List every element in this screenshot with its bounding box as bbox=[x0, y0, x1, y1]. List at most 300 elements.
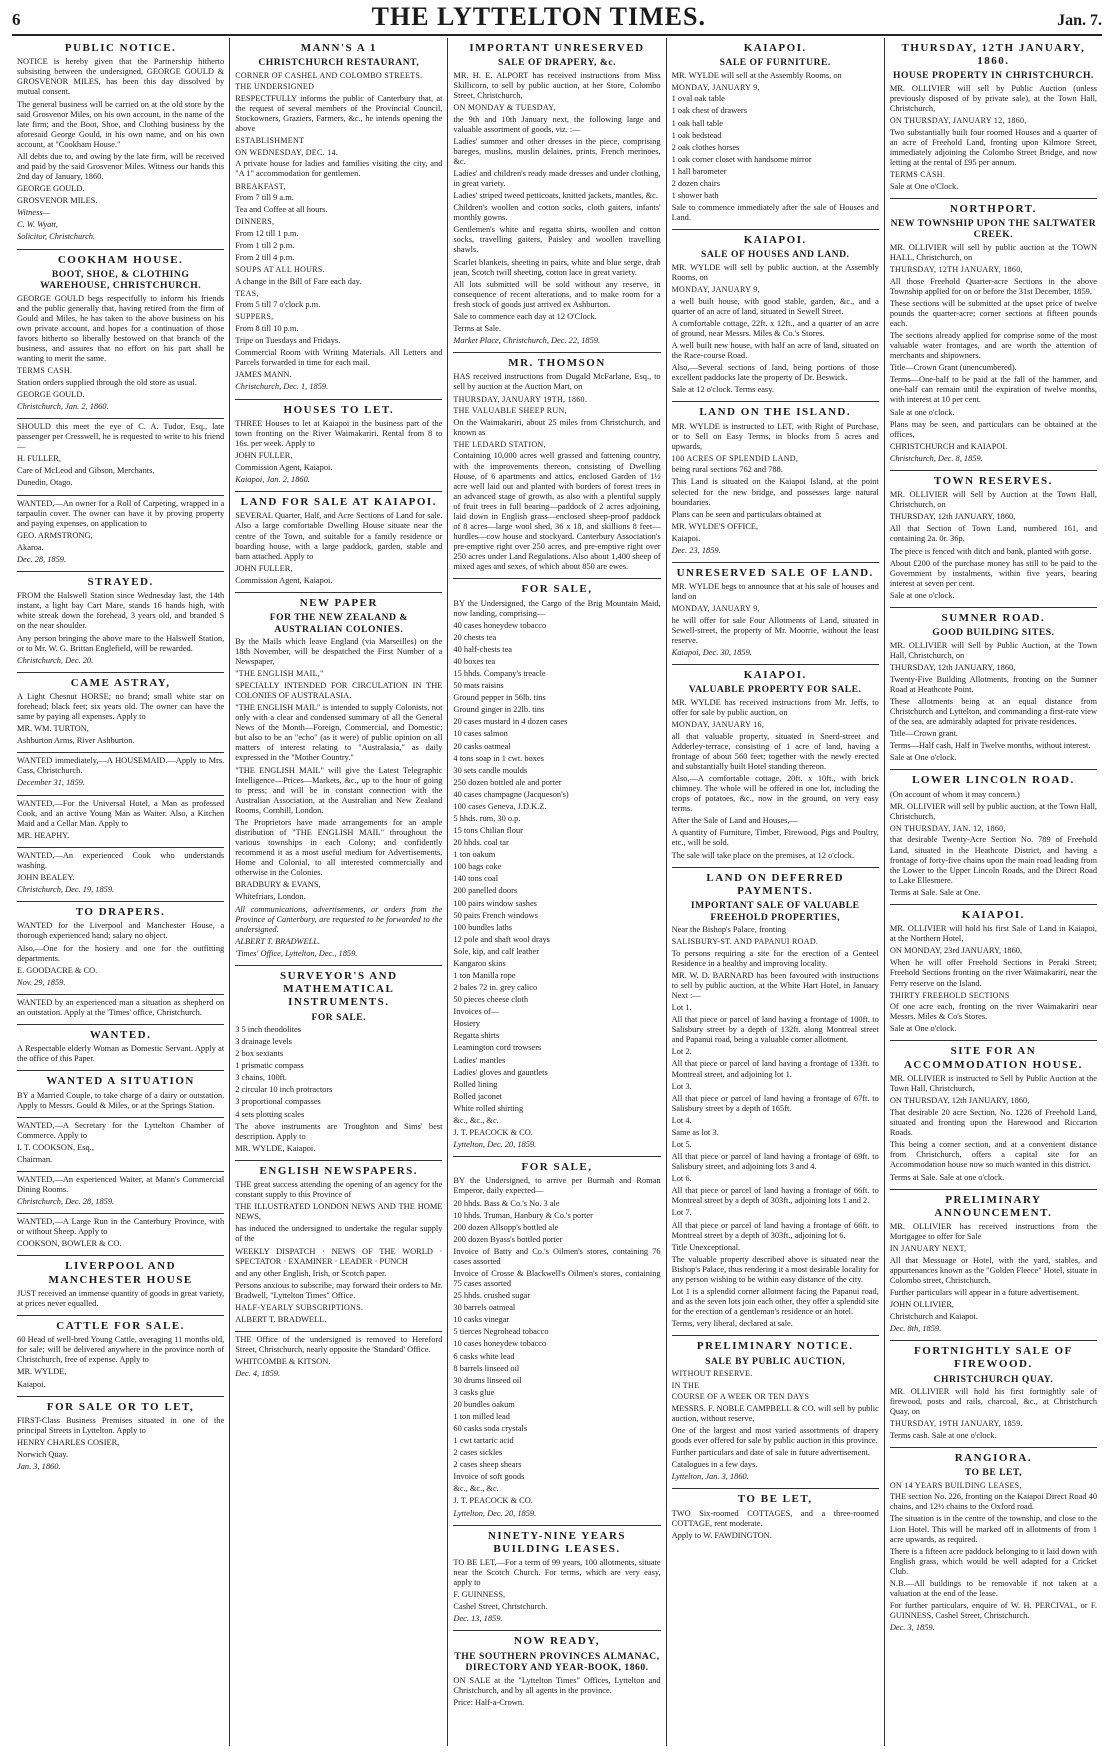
ad-signature: E. GOODACRE & CO. bbox=[17, 965, 98, 975]
ad-footer: Christchurch, Dec. 1, 1859. bbox=[235, 382, 329, 392]
ad-heading: ENGLISH NEWSPAPERS. bbox=[259, 1164, 419, 1177]
ad-text: Children's woollen and cotton socks, cloth gaiters, infants' monthly gowns. bbox=[453, 203, 661, 223]
ad-text: ON MONDAY, 23rd JANUARY, 1860, bbox=[889, 946, 1023, 956]
ad-footer: ALBERT T. BRADWELL. bbox=[235, 936, 321, 946]
ad-heading: KAIAPOI. bbox=[961, 908, 1025, 921]
ad-heading: HOUSES TO LET. bbox=[283, 403, 395, 416]
ad-text: MONDAY, JANUARY 9, bbox=[671, 285, 760, 295]
ad-text: MR. WYLDE begs to announce that at his sale of houses and land on bbox=[671, 582, 879, 602]
ad-text: WITHOUT RESERVE. bbox=[671, 1369, 753, 1379]
ad-heading: KAIAPOI. bbox=[743, 669, 807, 682]
advertisement bbox=[890, 1041, 1097, 1189]
ad-text: Ladies' mantles bbox=[453, 1055, 506, 1065]
ad-text: Title Unexceptional. bbox=[671, 1242, 741, 1252]
ad-text: has induced the undersigned to undertake the regular supply of the bbox=[235, 1224, 443, 1244]
ad-text: FIRST-Class Business Premises situated in one of the principal Streets in Lyttelton. Apply to bbox=[17, 1415, 225, 1435]
ad-text: 3 chains, 100ft. bbox=[235, 1073, 287, 1083]
ad-text: Same as lot 3. bbox=[671, 1127, 719, 1137]
ad-signature: JOHN FULLER, bbox=[235, 450, 293, 460]
ad-text: Also,—A comfortable cottage, 20ft. x 10ft., with brick chimney. The whole will be offered in one lot, including the crops of potatoes, &c., now in the ground, on very easy terms. bbox=[671, 774, 879, 814]
ad-signature: F. GUINNESS, bbox=[453, 1590, 506, 1600]
advertisement bbox=[17, 250, 224, 420]
ad-signature: MR. WM. TURTON, bbox=[17, 724, 89, 734]
ad-text: THE great success attending the opening of an agency for the constant supply to this Province of bbox=[235, 1180, 443, 1200]
ad-signature: MR. WYLDE'S OFFICE, bbox=[671, 521, 759, 531]
ad-text: TO BE LET,—For a term of 99 years, 100 allotments, situate near the Scotch Church. For terms, which are very easy, apply to bbox=[453, 1557, 661, 1588]
ad-signature: Apply to W. FAWDINGTON. bbox=[671, 1530, 772, 1540]
ad-text: From 7 till 9 a.m. bbox=[235, 193, 294, 203]
ad-text: Invoices of— bbox=[453, 1007, 500, 1017]
ad-subheading: HOUSE PROPERTY IN CHRISTCHURCH. bbox=[892, 70, 1094, 82]
ad-text: Persons anxious to subscribe, may forward their orders to Mr. Bradwell, "Lyttelton Times" Office. bbox=[235, 1280, 443, 1300]
ad-text: The general business will be carried on at the old store by the said Grosvenor Miles, on his own account, in the name of the late firm; and the Boot, Shoe, and Clothing business by the aforesaid George Gould, in his own name, and on his own account, at "Cookham House." bbox=[17, 99, 225, 149]
ad-text: Near the Bishop's Palace, fronting bbox=[671, 925, 786, 934]
ad-heading: MR. THOMSON bbox=[508, 357, 606, 370]
ad-text: When he will offer Freehold Sections in Peraki Street; Freehold Sections fronting on the river Waimakariri, near the Ferry reserve on the Island. bbox=[889, 958, 1098, 988]
ad-subheading: CHRISTCHURCH RESTAURANT, bbox=[258, 57, 420, 69]
ad-text: Any person bringing the above mare to the Halswell Station, or to Mr. W. G. Brittan Englefield, will be rewarded. bbox=[17, 633, 225, 653]
ad-text: MONDAY, JANUARY 9, bbox=[671, 82, 760, 92]
advertisement bbox=[890, 1341, 1097, 1448]
ad-text: Two substantially built four roomed Houses and a quarter of an acre of Freehold Land, fronting upon Kilmore Street, immediately adjoining the Colombo Street Bridge, and now letting at the rental of £95 per annum. bbox=[889, 127, 1098, 167]
ad-text: 200 dozen Allsopp's bottled ale bbox=[453, 1222, 559, 1232]
ad-text: &c., &c., &c. bbox=[453, 1115, 499, 1125]
ad-text: Scarlet blankets, sheeting in pairs, white and blue serge, drab jean, Scotch twill sheeting, cotton lace in great variety. bbox=[453, 257, 661, 277]
page-number: 6 bbox=[12, 10, 21, 29]
ad-text: A change in the Bill of Fare each day. bbox=[235, 276, 362, 286]
ad-text: WANTED,—For the Universal Hotel, a Man as professed Cook, and an active Young Man as Waiter. Also, a Kitchen Maid and a Cellar Man. Apply to bbox=[17, 798, 225, 828]
ad-text: Also,—Several sections of land, being portions of those excellent paddocks late the property of Dr. Beswick. bbox=[671, 363, 879, 383]
ad-footer: Christchurch, Dec. 28, 1859. bbox=[17, 1197, 115, 1207]
ad-text: All that piece or parcel of land having a frontage of 66ft. to Montreal street by a depth of 303ft., adjoining lot 6. bbox=[671, 1220, 879, 1240]
advertisement bbox=[672, 665, 879, 867]
advertisement bbox=[235, 593, 442, 966]
ad-text: 20 hhds. coal tar bbox=[453, 838, 509, 848]
ad-text: MR. H. E. ALPORT has received instructions from Miss Skillicorn, to sell by public auction, at her Store, Colombo Street, Christchurch, bbox=[453, 70, 661, 100]
advertisement bbox=[17, 38, 224, 250]
ad-text: WANTED,—A Secretary for the Lyttelton Chamber of Commerce. Apply to bbox=[17, 1120, 225, 1140]
ad-heading: NINETY-NINE YEARS BUILDING LEASES. bbox=[487, 1529, 627, 1555]
ad-subheading: SALE OF DRAPERY, &c. bbox=[498, 57, 616, 69]
advertisement bbox=[672, 1336, 879, 1489]
ad-heading: TOWN RESERVES. bbox=[933, 474, 1053, 487]
ad-text: Terms at Sale. bbox=[453, 324, 501, 333]
ad-text: Ladies' gloves and gauntlets bbox=[453, 1067, 548, 1077]
ad-footer: Dec. 4, 1859. bbox=[235, 1368, 281, 1378]
ad-text: A Light Chesnut HORSE; no brand; small white star on forehead; black feet; six years old. The owner can have the same by paying all expenses. Apply to bbox=[17, 691, 225, 722]
ad-text: 1 shower bath bbox=[671, 190, 719, 200]
ad-text: These sections will be submitted at the upset price of twelve pounds the quarter-acre; corner sections at fifteen pounds each. bbox=[889, 298, 1098, 328]
ad-text: 1 oval oak table bbox=[671, 94, 725, 104]
ad-signature: BRADBURY & EVANS, bbox=[235, 880, 321, 890]
ad-signature: I. T. COOKSON, Esq., bbox=[17, 1142, 94, 1152]
ad-text: MR. OLLIVIER has received instructions from the Mortgagee to offer for Sale bbox=[889, 1221, 1098, 1242]
advertisement bbox=[672, 402, 879, 563]
ad-text: RESPECTFULLY informs the public of Canterbury that, at the request of several members of the Provincial Council, Stockowners, Graziers, Farmers, &c., he intends opening the above bbox=[235, 93, 443, 134]
ad-text: BY the Undersigned, the Cargo of the Brig Mountain Maid, now landing, comprising— bbox=[453, 598, 661, 618]
ad-text: THURSDAY, 19TH JANUARY, 1859. bbox=[889, 1419, 1023, 1429]
ad-text: Sale at one o'clock. bbox=[889, 590, 955, 600]
ad-subheading: SALE OF FURNITURE. bbox=[719, 57, 831, 69]
ad-text: Invoice of Batty and Co.'s Oilmen's stores, containing 76 cases assorted bbox=[453, 1246, 661, 1266]
ad-text: 50 pieces cheese cloth bbox=[453, 995, 529, 1005]
ad-text: a well built house, with good stable, garden, &c., and a quarter of an acre of land, situated in Sewell Street. bbox=[671, 296, 879, 316]
ad-text: From 8 till 10 p.m. bbox=[235, 324, 299, 334]
ad-footer: Lyttelton, Jan. 3, 1860. bbox=[671, 1472, 749, 1482]
ad-text: IN JANUARY NEXT, bbox=[889, 1244, 967, 1254]
ad-text: 60 casks soda crystals bbox=[453, 1423, 528, 1433]
ad-text: 60 Head of well-bred Young Cattle, averaging 11 months old, for sale; will be delivered anywhere in the province north of Christchurch, free of expense. Apply to bbox=[17, 1335, 225, 1365]
ad-text: TWO Six-roomed COTTAGES, and a three-roomed COTTAGE, rent moderate. bbox=[671, 1508, 879, 1528]
ad-heading: WANTED. bbox=[89, 1029, 152, 1041]
ad-text: Containing 10,000 acres well grassed and fattening country, with the improvements thereon, consisting of Dwelling House, of 6 apartments and attics, enclosed Garden of 1½ acre well laid out and planted with borders of forest trees in an advanced stage of growth, as also with a plentiful supply of fruit trees in full bearing—paddock of 2 acres adjoining, laid down in English grass—enclosed sheep-proof paddock of 8 acres—large wool shed, 36 x 18, and skillions 8 feet—hurdles—cow house and stockyard. Canterbury Association's pre-emptive right over 250 acres, and pre-emptive right over 250 acres under Land Regulations. Also about 1,400 sheep of mixed ages and sexes, of which about 850 are ewes. bbox=[453, 451, 661, 572]
ad-text: THURSDAY, 12th JANUARY, 1860, bbox=[889, 512, 1016, 522]
ad-heading: LIVERPOOL AND MANCHESTER HOUSE bbox=[48, 1260, 193, 1286]
ad-text: All that piece or parcel of land having a frontage of 100ft. to Salisbury street by a depth of 132ft. along Montreal street and Papanui road, being a valuable corner allotment. bbox=[671, 1015, 879, 1045]
ad-signature: GEO. ARMSTRONG, bbox=[17, 530, 93, 540]
ad-text: ON 14 YEARS BUILDING LEASES, bbox=[889, 1480, 1022, 1490]
ad-heading: LAND ON THE ISLAND. bbox=[699, 406, 852, 419]
advertisement bbox=[17, 1214, 224, 1256]
advertisement bbox=[17, 1316, 224, 1397]
ad-text: Title—Crown grant. bbox=[889, 729, 958, 739]
ad-heading: FOR SALE, bbox=[521, 583, 593, 596]
advertisement bbox=[672, 230, 879, 402]
ad-heading: FOR SALE, bbox=[521, 1161, 593, 1174]
ad-text: After the Sale of Land and Houses,— bbox=[671, 816, 798, 826]
ad-text: Terms—Half cash, Half in Twelve months, without interest. bbox=[889, 741, 1091, 751]
ad-footer: Lyttelton, Dec. 20, 1859. bbox=[453, 1508, 537, 1518]
ad-text: THURSDAY, 12th JANUARY, 1860, bbox=[889, 662, 1016, 672]
ad-text: 2 dozen chairs bbox=[671, 178, 720, 188]
ad-text: 1 cwt tartaric acid bbox=[453, 1436, 514, 1446]
ad-heading: PUBLIC NOTICE. bbox=[64, 42, 177, 54]
ad-text: HAS received instructions from Dugald McFarlane, Esq., to sell by auction at the Auction Mart, on bbox=[453, 372, 661, 392]
ad-signature: Price: Half-a-Crown. bbox=[453, 1697, 525, 1707]
ad-signature: GEORGE GOULD. bbox=[17, 389, 85, 399]
ad-text: Invoice of soft goods bbox=[453, 1472, 525, 1482]
ad-subheading: TO BE LET, bbox=[964, 1467, 1022, 1479]
ad-text: 40 half-chests tea bbox=[453, 644, 513, 654]
ad-heading: NORTHPORT. bbox=[949, 202, 1037, 215]
ad-heading: NEW PAPER bbox=[299, 596, 378, 609]
ad-heading: COOKHAM HOUSE. bbox=[57, 253, 184, 266]
masthead bbox=[12, 4, 1102, 36]
ad-text: Terms at Sale. Sale at one o'clock. bbox=[889, 1172, 1005, 1182]
ad-footer: Kaiapoi, Dec. 30, 1859. bbox=[671, 648, 752, 658]
ad-text: JUST received an immense quantity of goods in great variety, at prices never equalled. bbox=[17, 1288, 225, 1308]
ad-text: All lots submitted will be sold without any reserve, in consequence of recent alterations, and to make room for a fresh stock of goods just arrived ex Ashburton. bbox=[453, 279, 661, 309]
ad-text: 30 drums linseed oil bbox=[453, 1375, 522, 1385]
ad-text: BY the Undersigned, to arrive per Burmah and Roman Emperor, daily expected— bbox=[453, 1176, 661, 1196]
ad-text: All that piece or parcel of land having a frontage of 69ft. to Salisbury street, and adjoining lots 3 and 4. bbox=[671, 1152, 879, 1172]
ad-signature: JAMES MANN. bbox=[235, 370, 292, 380]
ad-text: MR. OLLIVIER will sell by public auction at the TOWN HALL, Christchurch, on bbox=[889, 242, 1098, 262]
ad-text: Sale at 12 o'clock. Terms easy. bbox=[671, 385, 774, 395]
ad-text: Station orders supplied through the old store as usual. bbox=[17, 377, 197, 387]
ad-text: ON THURSDAY, JANUARY 12, 1860, bbox=[889, 116, 1027, 126]
ad-text: 20 bundles oakum bbox=[453, 1399, 515, 1409]
ad-text: 20 chests tea bbox=[453, 632, 497, 642]
ad-text: 10 cases salmon bbox=[453, 729, 508, 739]
advertisement bbox=[890, 770, 1097, 904]
ad-text: From 2 till 4 p.m. bbox=[235, 253, 295, 263]
ad-text: COURSE OF A WEEK OR TEN DAYS bbox=[671, 1392, 810, 1402]
ad-signature: Commission Agent, Kaiapoi. bbox=[235, 575, 333, 585]
ad-signature: Akaroa. bbox=[17, 542, 44, 552]
ad-footer: Christchurch, Dec. 20. bbox=[17, 655, 94, 665]
ad-text: Ground pepper in 56lb. tins bbox=[453, 693, 546, 703]
ad-text: SEVERAL Quarter, Half, and Acre Sections of Land for sale. Also a large comfortable Dwelling House situate near the centre of the Town, and suitable for a family residence or boarding house, with a large paddock, garden, stable and barn attached. Apply to bbox=[235, 511, 443, 561]
ad-text: 40 cases champagne (Jacqueson's) bbox=[453, 789, 569, 799]
ad-heading: FOR SALE OR TO LET, bbox=[46, 1400, 195, 1413]
ad-text: MONDAY, JANUARY 16, bbox=[671, 720, 765, 730]
ad-heading: PRELIMINARY NOTICE. bbox=[696, 1340, 854, 1353]
ad-text: WANTED,—A Large Run in the Canterbury Province, with or without Sheep. Apply to bbox=[17, 1217, 225, 1237]
ad-text: Terms, very liberal, declared at sale. bbox=[671, 1319, 793, 1329]
ad-signature: Commission Agent, Kaiapoi. bbox=[235, 463, 333, 473]
ad-text: THURSDAY, JANUARY 19TH, 1860. bbox=[453, 394, 588, 404]
ad-text: All that piece or parcel of land having a frontage of 67ft. to Salisbury street by a depth of 165ft. bbox=[671, 1093, 879, 1113]
ad-text: Sale at One o'clock. bbox=[889, 1024, 957, 1034]
ad-text: MR. W. D. BARNARD has been favoured with instructions to sell by public auction, at the White Hart Hotel, in January Next :— bbox=[671, 970, 879, 1000]
ad-subheading: GOOD BUILDING SITES. bbox=[932, 627, 1055, 639]
ad-signature: J. T. PEACOCK & CO. bbox=[453, 1496, 533, 1506]
ad-text: MESSRS. F. NOBLE CAMPBELL & CO. will sell by public auction, without reserve, bbox=[671, 1403, 879, 1423]
ad-signature: Christchurch and Kaiapoi. bbox=[889, 1312, 978, 1322]
advertisement bbox=[453, 353, 660, 579]
ad-signature: MR. WYLDE, Kaiapoi. bbox=[235, 1143, 316, 1153]
ad-subheading: IMPORTANT SALE OF VALUABLE FREEHOLD PROPERTIES, bbox=[690, 900, 860, 923]
ad-text: 100 ACRES OF SPLENDID LAND, bbox=[671, 453, 799, 463]
ad-text: WANTED,—An experienced Waiter, at Mann's Commercial Dining Rooms. bbox=[17, 1175, 225, 1195]
ad-text: Twenty-Five Building Allotments, fronting on the Sumner Road at Heathcote Point. bbox=[889, 674, 1098, 694]
ad-heading: IMPORTANT UNRESERVED bbox=[469, 42, 645, 54]
ad-footer: Dec. 8th, 1859. bbox=[889, 1324, 942, 1334]
ad-text: 30 sets candle moulds bbox=[453, 765, 528, 775]
ad-text: DINNERS, bbox=[235, 217, 275, 227]
ad-text: 140 tons coal bbox=[453, 874, 499, 884]
advertisement bbox=[235, 400, 442, 493]
ad-text: To persons requiring a site for the erection of a Genteel Residence in a healthy and improving locality. bbox=[671, 948, 879, 968]
ad-signature: JOHN OLLIVIER, bbox=[889, 1300, 955, 1310]
ad-text: A comfortable cottage, 22ft. x 12ft., and a quarter of an acre of ground, near Messrs. Miles & Co.'s Stores. bbox=[671, 318, 879, 338]
advertisement bbox=[17, 1397, 224, 1479]
advertisement bbox=[17, 1172, 224, 1214]
ad-text: 2 oak clothes horses bbox=[671, 142, 740, 152]
ad-signature: JOHN BEALEY. bbox=[17, 873, 75, 883]
ad-subheading: SALE BY PUBLIC AUCTION, bbox=[705, 1355, 846, 1367]
ad-text: MR. WYLDE has received instructions from Mr. Jeffs, to offer for sale by public auction, on bbox=[671, 697, 879, 718]
ad-signature: Norwich Quay. bbox=[17, 1450, 69, 1459]
ad-text: There is a fifteen acre paddock belonging to it laid down with English grass, which would be well adapted for a Cricket Club. bbox=[889, 1546, 1098, 1576]
ad-text: Terms cash. Sale at one o'clock. bbox=[889, 1430, 997, 1440]
ad-text: All that Messuage or Hotel, with the yard, stables, and appurtenances known as the "Golden Fleece" Hotel, situate in Colombo street, Christchurch. bbox=[889, 1255, 1098, 1285]
ad-text: A private house for ladies and families visiting the city, and "A 1" accommodation for gentlemen. bbox=[235, 159, 443, 179]
ad-text: THE LEDARD STATION, bbox=[453, 439, 546, 449]
ad-footer: Market Place, Christchurch, Dec. 22, 1859. bbox=[453, 336, 601, 346]
ad-footer: All communications, advertisements, or orders from the Province of Canterbury, are requested to be forwarded to the undersigned. bbox=[235, 904, 443, 934]
column-5 bbox=[885, 38, 1102, 1746]
newspaper-title: THE LYTTELTON TIMES. bbox=[371, 2, 706, 31]
ad-text: Sale at One o'clock. bbox=[889, 753, 957, 763]
ad-heading: UNRESERVED SALE OF LAND. bbox=[676, 567, 874, 579]
advertisement bbox=[235, 1332, 442, 1385]
advertisement bbox=[17, 419, 224, 495]
ad-footer: Christchurch, Dec. 19, 1859. bbox=[17, 885, 115, 895]
ad-heading: NOW READY, bbox=[514, 1635, 600, 1648]
columns-container bbox=[12, 38, 1102, 1746]
ad-subheading: SALE OF HOUSES AND LAND. bbox=[701, 249, 850, 261]
ad-text: Sole, kip, and calf leather bbox=[453, 946, 539, 956]
ad-subheading: NEW TOWNSHIP UPON THE SALTWATER CREEK. bbox=[890, 217, 1097, 241]
ad-text: ON SALE at the "Lyttelton Times" Offices, Lyttelton and Christchurch, and by all agents in the province. bbox=[453, 1675, 661, 1695]
ad-text: Hosiery bbox=[453, 1019, 480, 1029]
advertisement bbox=[890, 199, 1097, 471]
ad-text: Commercial Room with Writing Materials. All Letters and Parcels forwarded in time for each mail. bbox=[235, 348, 443, 368]
advertisement bbox=[17, 673, 224, 754]
ad-text: All that piece or parcel of land having a frontage of 66ft. to Montreal street by a depth of 303ft., adjoining lots 1 and 2. bbox=[671, 1186, 879, 1206]
advertisement bbox=[453, 1526, 660, 1632]
ad-text: being rural sections 762 and 788. bbox=[671, 465, 783, 475]
ad-text: 40 boxes tea bbox=[453, 656, 496, 666]
ad-subheading: BOOT, SHOE, & CLOTHING WAREHOUSE, CHRISTCHURCH. bbox=[40, 268, 202, 292]
ad-text: The situation is in the centre of the township, and close to the Lion Hotel. This will be marked off in allotments of from 1 acre upwards, as required. bbox=[889, 1514, 1098, 1544]
ad-text: Catalogues in a few days. bbox=[671, 1460, 758, 1470]
ad-signature: JOHN FULLER, bbox=[235, 563, 293, 573]
ad-text: 6 casks white lead bbox=[453, 1351, 515, 1361]
ad-text: 1 oak bedstead bbox=[671, 130, 722, 140]
advertisement bbox=[672, 1489, 879, 1546]
ad-text: 4 sets plotting scales bbox=[235, 1109, 305, 1119]
ad-text: 40 cases honeydew tobacco bbox=[453, 620, 547, 630]
ad-text: 50 pairs French windows bbox=[453, 910, 538, 920]
ad-text: Lot 2. bbox=[671, 1047, 692, 1057]
ad-text: 4 tons soap in 1 cwt. boxes bbox=[453, 753, 544, 763]
advertisement bbox=[17, 1256, 224, 1316]
advertisement bbox=[672, 563, 879, 665]
ad-text: THE Office of the undersigned is removed to Hereford Street, Christchurch, nearly opposite the 'Standard' Office. bbox=[235, 1334, 443, 1354]
column-2 bbox=[230, 38, 448, 1746]
ad-heading: LAND FOR SALE AT KAIAPOI. bbox=[240, 496, 437, 509]
ad-text: 15 hhds. Company's treacle bbox=[453, 669, 546, 679]
advertisement bbox=[235, 38, 442, 400]
ad-text: MR. OLLIVIER will sell by public auction, at the Town Hall, Christchurch, bbox=[889, 801, 1098, 821]
ad-text: A Respectable elderly Woman as Domestic Servant. Apply at the office of this Paper. bbox=[17, 1044, 225, 1064]
ad-text: ON THURSDAY, JAN. 12, 1860, bbox=[889, 823, 1006, 833]
ad-signature: H. FULLER, bbox=[17, 454, 61, 464]
ad-text: All debts due to, and owing by the late firm, will be received and paid by the said Grosvenor Miles. Witness our hands this 2nd day of January, 1860. bbox=[17, 151, 225, 182]
advertisement bbox=[890, 1190, 1097, 1342]
ad-text: 50 mats raisins bbox=[453, 681, 504, 691]
ad-text: &c., &c., &c. bbox=[453, 1484, 499, 1494]
advertisement bbox=[17, 1071, 224, 1117]
ad-signature: HENRY CHARLES COSIER, bbox=[17, 1437, 120, 1447]
ad-text: Tea and Coffee at all hours. bbox=[235, 205, 328, 215]
ad-text: A quantity of Furniture, Timber, Firewood, Pigs and Poultry, etc., will be sold. bbox=[671, 828, 879, 848]
ad-text: the 9th and 10th January next, the following large and valuable assortment of goods, viz. :— bbox=[453, 114, 661, 134]
ad-text: Rolled jaconet bbox=[453, 1091, 503, 1101]
ad-text: THE section No. 226, fronting on the Kaiapoi Direct Road 40 chains, and 12½ chains to the Oxford road. bbox=[889, 1492, 1098, 1512]
ad-text: N.B.—All buildings to be removable if not taken at a valuation at the end of the lease. bbox=[889, 1578, 1098, 1599]
ad-text: Title—Crown Grant (unencumbered). bbox=[889, 363, 1017, 373]
advertisement bbox=[235, 966, 442, 1161]
ad-text: GEORGE GOULD begs respectfully to inform his friends and the public generally that, having retired from the firm of Gould and Miles, he has taken to the above business on his own private account, and hopes for a continuation of those favors hitherto so liberally bestowed on that branch of the business, and assures that no effort on his part shall be wanting to merit the same. bbox=[17, 293, 225, 364]
ad-text: all that valuable property, situated in Snerd-street and Adderley-terrace, consisting of 1 acre of land, having a frontage of about 560 feet; together with the newly erected and substantially built Hotel standing thereon. bbox=[671, 731, 879, 771]
ad-text: Further particulars and date of sale in future advertisement. bbox=[671, 1448, 870, 1458]
ad-text: 3 casks glue bbox=[453, 1387, 495, 1397]
ad-heading: SITE FOR AN ACCOMMODATION HOUSE. bbox=[903, 1045, 1083, 1071]
ad-text: Also,—One for the hosiery and one for the outfitting departments. bbox=[17, 943, 225, 963]
ad-heading: CAME ASTRAY, bbox=[70, 676, 171, 689]
ad-text: HALF-YEARLY SUBSCRIPTIONS. bbox=[235, 1302, 364, 1312]
ad-text: This being a corner section, and at a convenient distance from Christchurch, offers a capital site for an Accommodation house now so much wanted in this district. bbox=[889, 1140, 1098, 1170]
ad-footer: Christchurch, Dec. 8, 1859. bbox=[889, 453, 983, 463]
advertisement bbox=[17, 572, 224, 673]
ad-footer: 'Times' Office, Lyttelton, Dec., 1859. bbox=[235, 948, 358, 958]
ad-text: SPECIALLY INTENDED FOR CIRCULATION IN THE COLONIES OF AUSTRALASIA. bbox=[235, 680, 443, 700]
advertisement bbox=[453, 579, 660, 1157]
ad-text: Sale to commence immediately after the sale of Houses and Land. bbox=[671, 203, 879, 223]
ad-text: Lot 1. bbox=[671, 1003, 692, 1013]
ad-text: The piece is fenced with ditch and bank, planted with gorse. bbox=[889, 546, 1092, 556]
ad-text: Ladies' striped tweed petticoats, knitted jackets, mantles, &c. bbox=[453, 191, 658, 201]
ad-subheading: VALUABLE PROPERTY FOR SALE. bbox=[688, 684, 862, 696]
ad-text: Sale to commence each day at 12 O'Clock. bbox=[453, 311, 597, 321]
ad-subheading: THE SOUTHERN PROVINCES ALMANAC, DIRECTORY AND YEAR-BOOK, 1860. bbox=[454, 1650, 660, 1674]
ad-text: THIRTY FREEHOLD SECTIONS bbox=[889, 990, 1010, 1000]
ad-text: ON MONDAY & TUESDAY, bbox=[453, 102, 556, 112]
ad-text: Plans may be seen, and particulars can be obtained at the offices, bbox=[889, 419, 1098, 439]
ad-text: Ground ginger in 22lb. tins bbox=[453, 705, 545, 715]
ad-text: MR. OLLIVIER will sell by Public Auction (unless previously disposed of by private sale), at the Town Hall, Christchurch, bbox=[889, 83, 1098, 114]
ad-text: MR. WYLDE will sell at the Assembly Rooms, on bbox=[671, 70, 842, 80]
advertisement bbox=[17, 1118, 224, 1172]
advertisement bbox=[890, 608, 1097, 771]
ad-text: Plans can be seen and particulars obtained at bbox=[671, 509, 822, 519]
ad-text: Leamington cord trowsers bbox=[453, 1043, 542, 1053]
ad-heading: MANN'S A 1 bbox=[300, 42, 377, 54]
ad-text: and any other English, Irish, or Scotch paper. bbox=[235, 1268, 387, 1278]
ad-heading: WANTED A SITUATION bbox=[46, 1075, 195, 1088]
ad-text: 1 oak corner closet with handsome mirror bbox=[671, 154, 812, 164]
advertisement bbox=[17, 496, 224, 572]
ad-text: 100 cases Geneva, J.D.K.Z. bbox=[453, 801, 547, 811]
ad-heading: KAIAPOI. bbox=[743, 42, 807, 54]
ad-text: 3 proportional compasses bbox=[235, 1097, 321, 1107]
ad-text: 2 cases sickles bbox=[453, 1448, 503, 1458]
ad-footer: Nov. 29, 1859. bbox=[17, 977, 66, 987]
ad-text: Lot 3. bbox=[671, 1081, 692, 1091]
ad-heading: LAND ON DEFERRED PAYMENTS. bbox=[706, 871, 845, 897]
ad-signature: COOKSON, BOWLER & CO. bbox=[17, 1239, 122, 1249]
advertisement bbox=[17, 796, 224, 848]
ad-subheading: CHRISTCHURCH QUAY. bbox=[933, 1373, 1054, 1385]
ad-signature: WHITCOMBE & KITSON. bbox=[235, 1356, 331, 1366]
advertisement bbox=[453, 1631, 660, 1713]
ad-text: 1 ton Manilla rope bbox=[453, 970, 516, 980]
ad-text: 20 hhds. Bass & Co.'s No. 3 ale bbox=[453, 1198, 560, 1208]
ad-text: WANTED for the Liverpool and Manchester House, a thorough experienced hand; salary no object. bbox=[17, 921, 225, 941]
ad-text: 12 pole and shaft wool drays bbox=[453, 934, 550, 944]
ad-text: 5 hhds. rum, 30 o.p. bbox=[453, 813, 521, 823]
ad-text: 10 hhds. Truman, Hanbury & Co.'s porter bbox=[453, 1210, 593, 1220]
ad-text: About £200 of the purchase money has still to be paid to the Government by instalments, within five years, bearing interest at seven per cent. bbox=[889, 558, 1098, 588]
ad-heading: STRAYED. bbox=[87, 576, 154, 589]
ad-signature: Kaiapoi. bbox=[17, 1379, 46, 1389]
ad-text: 1 oak hall table bbox=[671, 118, 724, 128]
ad-text: Lot 7. bbox=[671, 1208, 692, 1218]
